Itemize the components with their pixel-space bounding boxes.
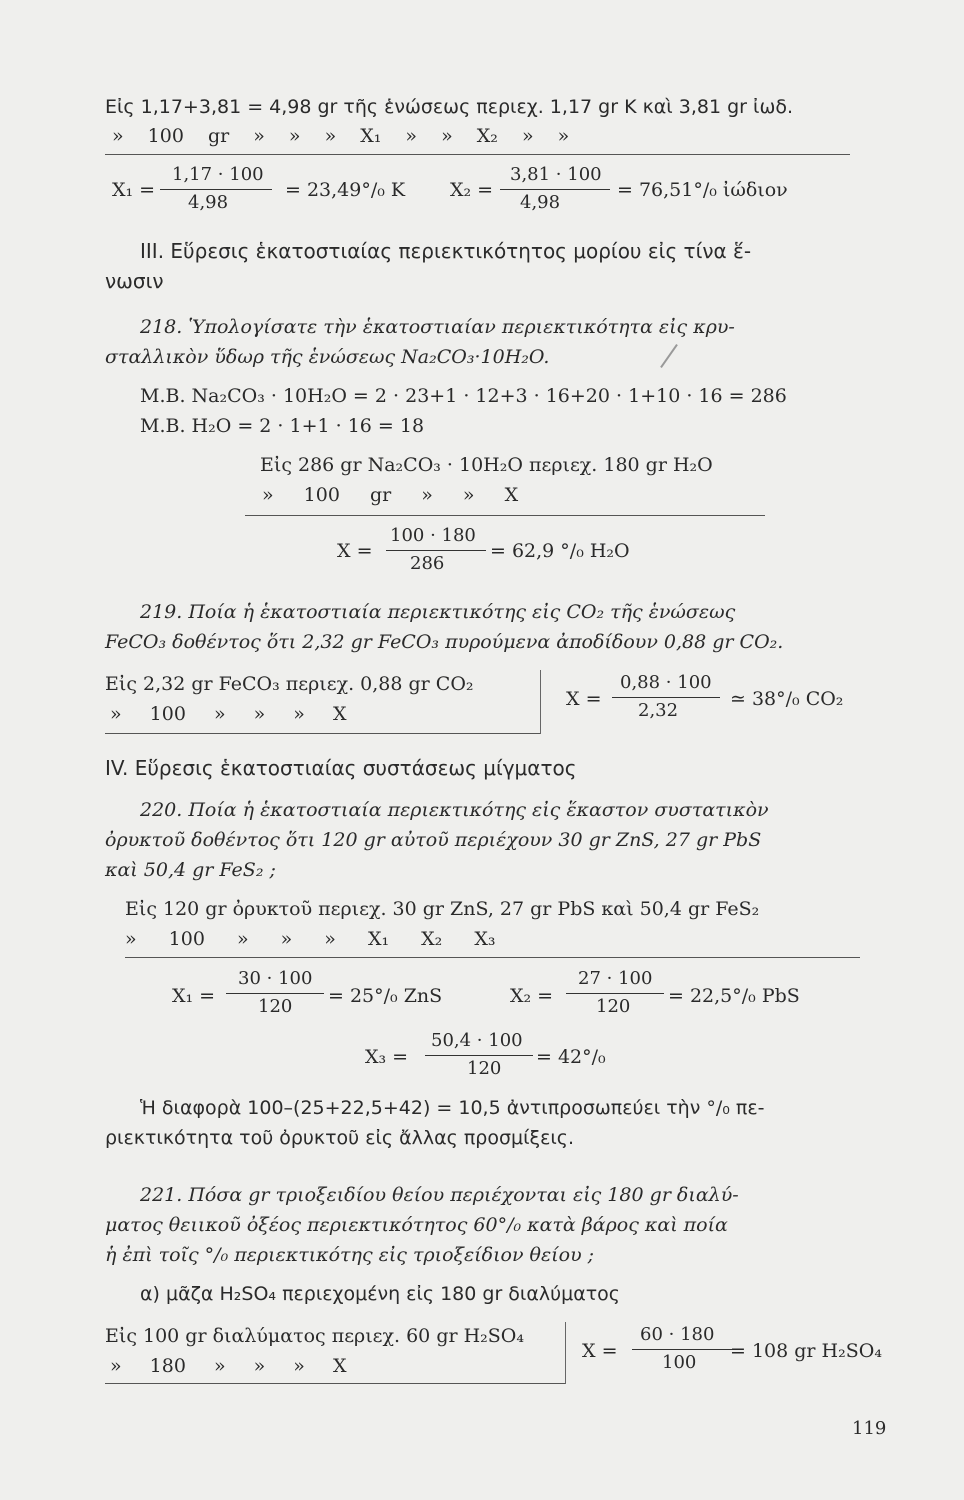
problem-text: ὀρυκτοῦ δοθέντος ὅτι 120 gr αὐτοῦ περιέχουν 30 gr ZnS, 27 gr PbS	[105, 829, 762, 851]
numerator: 100 · 180	[390, 525, 476, 546]
fraction-bar	[425, 1055, 533, 1056]
text-line: Εἰς 100 gr διαλύματος περιεχ. 60 gr H₂SO₄	[105, 1325, 524, 1347]
text-line: Ἡ διαφορὰ 100–(25+22,5+42) = 10,5 ἀντιπροσωπεύει τὴν °/₀ πε-	[140, 1097, 765, 1119]
divider	[105, 154, 850, 155]
text-line: » 100 gr » » » X₁ » » X₂ » »	[112, 125, 570, 147]
problem-text: 220. Ποία ἡ ἑκατοστιαία περιεκτικότης εἰς ἕκαστον συστατικὸν	[140, 799, 769, 821]
numerator: 60 · 180	[640, 1324, 715, 1345]
pencil-mark	[660, 344, 678, 368]
fraction	[566, 968, 676, 1018]
fraction-bar	[566, 993, 664, 994]
problem-text: σταλλικὸν ὕδωρ τῆς ἑνώσεως Na₂CO₃·10H₂O.	[105, 346, 550, 368]
equation-rhs: ≃ 38°/₀ CO₂	[730, 688, 844, 710]
equation-lhs: X₂ =	[510, 985, 554, 1007]
numerator: 3,81 · 100	[510, 164, 602, 185]
equation-rhs: = 62,9 °/₀ H₂O	[490, 540, 630, 562]
fraction	[425, 1030, 540, 1080]
text-line: » 100 gr » » X	[262, 484, 519, 506]
text-line: M.B. H₂O = 2 · 1+1 · 16 = 18	[140, 415, 425, 437]
equation-lhs: X₁ =	[172, 985, 216, 1007]
fraction-bar	[500, 189, 610, 190]
fraction-bar	[160, 189, 272, 190]
denominator: 4,98	[188, 192, 229, 213]
denominator: 4,98	[520, 192, 561, 213]
text-line: Εἰς 120 gr ὀρυκτοῦ περιεχ. 30 gr ZnS, 27 gr PbS καὶ 50,4 gr FeS₂	[125, 898, 760, 920]
text-line: » 100 » » » X₁ X₂ X₃	[125, 928, 496, 950]
divider	[245, 515, 765, 516]
problem-text: 221. Πόσα gr τριοξειδίου θείου περιέχονται εἰς 180 gr διαλύ-	[140, 1184, 739, 1206]
problem-text: 218. Ὑπολογίσατε τὴν ἑκατοστιαίαν περιεκτικότητα εἰς κρυ-	[140, 316, 735, 338]
fraction	[160, 164, 280, 214]
denominator: 120	[467, 1058, 502, 1079]
problem-text: FeCO₃ δοθέντος ὅτι 2,32 gr FeCO₃ πυρούμενα ἀποδίδουν 0,88 gr CO₂.	[105, 631, 784, 653]
equation-lhs: X₂ =	[450, 179, 494, 201]
text-line: ριεκτικότητα τοῦ ὀρυκτοῦ εἰς ἄλλας προσμίξεις.	[105, 1127, 574, 1149]
equation-rhs: = 108 gr H₂SO₄	[730, 1340, 882, 1362]
fraction-bar	[226, 993, 324, 994]
divider	[540, 670, 541, 734]
denominator: 120	[596, 996, 631, 1017]
section-heading: IV. Εὕρεσις ἑκατοστιαίας συστάσεως μίγματος	[105, 756, 577, 780]
fraction	[612, 672, 732, 722]
section-heading: νωσιν	[105, 269, 164, 293]
text-line: Εἰς 286 gr Na₂CO₃ · 10H₂O περιεχ. 180 gr H₂O	[260, 454, 713, 476]
fraction	[226, 968, 336, 1018]
equation-rhs: = 25°/₀ ZnS	[328, 985, 443, 1007]
equation-lhs: X =	[337, 540, 373, 562]
problem-text: 219. Ποία ἡ ἑκατοστιαία περιεκτικότης εἰς CO₂ τῆς ἑνώσεως	[140, 601, 736, 623]
equation-rhs: = 22,5°/₀ PbS	[668, 985, 800, 1007]
section-heading: III. Εὕρεσις ἑκατοστιαίας περιεκτικότητος μορίου εἰς τίνα ἕ-	[140, 239, 752, 263]
equation-lhs: X =	[582, 1340, 618, 1362]
denominator: 120	[258, 996, 293, 1017]
text-line: » 100 » » » X	[110, 703, 347, 725]
equation-rhs: = 23,49°/₀ K	[285, 179, 406, 201]
page-number: 119	[852, 1418, 887, 1439]
fraction	[632, 1324, 742, 1374]
problem-text: καὶ 50,4 gr FeS₂ ;	[105, 859, 276, 881]
fraction-bar	[632, 1349, 732, 1350]
divider	[565, 1322, 566, 1384]
fraction-bar	[612, 697, 720, 698]
equation-lhs: X₁ =	[112, 179, 156, 201]
equation-rhs: = 76,51°/₀ ἰώδιον	[617, 179, 788, 201]
divider	[105, 733, 540, 734]
text-line: M.B. Na₂CO₃ · 10H₂O = 2 · 23+1 · 12+3 · 16+20 · 1+10 · 16 = 286	[140, 385, 787, 407]
denominator: 100	[662, 1352, 697, 1373]
fraction-bar	[386, 550, 486, 551]
divider	[125, 957, 860, 958]
denominator: 286	[410, 553, 445, 574]
equation-lhs: X₃ =	[365, 1046, 409, 1068]
text-line: » 180 » » » X	[110, 1355, 347, 1377]
equation-lhs: X =	[566, 688, 602, 710]
problem-text: ματος θειικοῦ ὀξέος περιεκτικότητος 60°/₀ κατὰ βάρος καὶ ποία	[105, 1214, 728, 1236]
numerator: 1,17 · 100	[172, 164, 264, 185]
numerator: 27 · 100	[578, 968, 653, 989]
divider	[105, 1383, 565, 1384]
denominator: 2,32	[638, 700, 679, 721]
equation-rhs: = 42°/₀	[536, 1046, 606, 1068]
text-line: α) μᾶζα H₂SO₄ περιεχομένη εἰς 180 gr διαλύματος	[140, 1283, 620, 1305]
text-line: Εἰς 2,32 gr FeCO₃ περιεχ. 0,88 gr CO₂	[105, 673, 474, 695]
numerator: 50,4 · 100	[431, 1030, 523, 1051]
problem-text: ἡ ἐπὶ τοῖς °/₀ περιεκτικότης εἰς τριοξείδιον θείου ;	[105, 1244, 595, 1266]
numerator: 0,88 · 100	[620, 672, 712, 693]
fraction	[500, 164, 620, 214]
text-line: Εἰς 1,17+3,81 = 4,98 gr τῆς ἑνώσεως περιεχ. 1,17 gr K καὶ 3,81 gr ἰωδ.	[105, 96, 794, 118]
numerator: 30 · 100	[238, 968, 313, 989]
fraction	[386, 525, 496, 575]
